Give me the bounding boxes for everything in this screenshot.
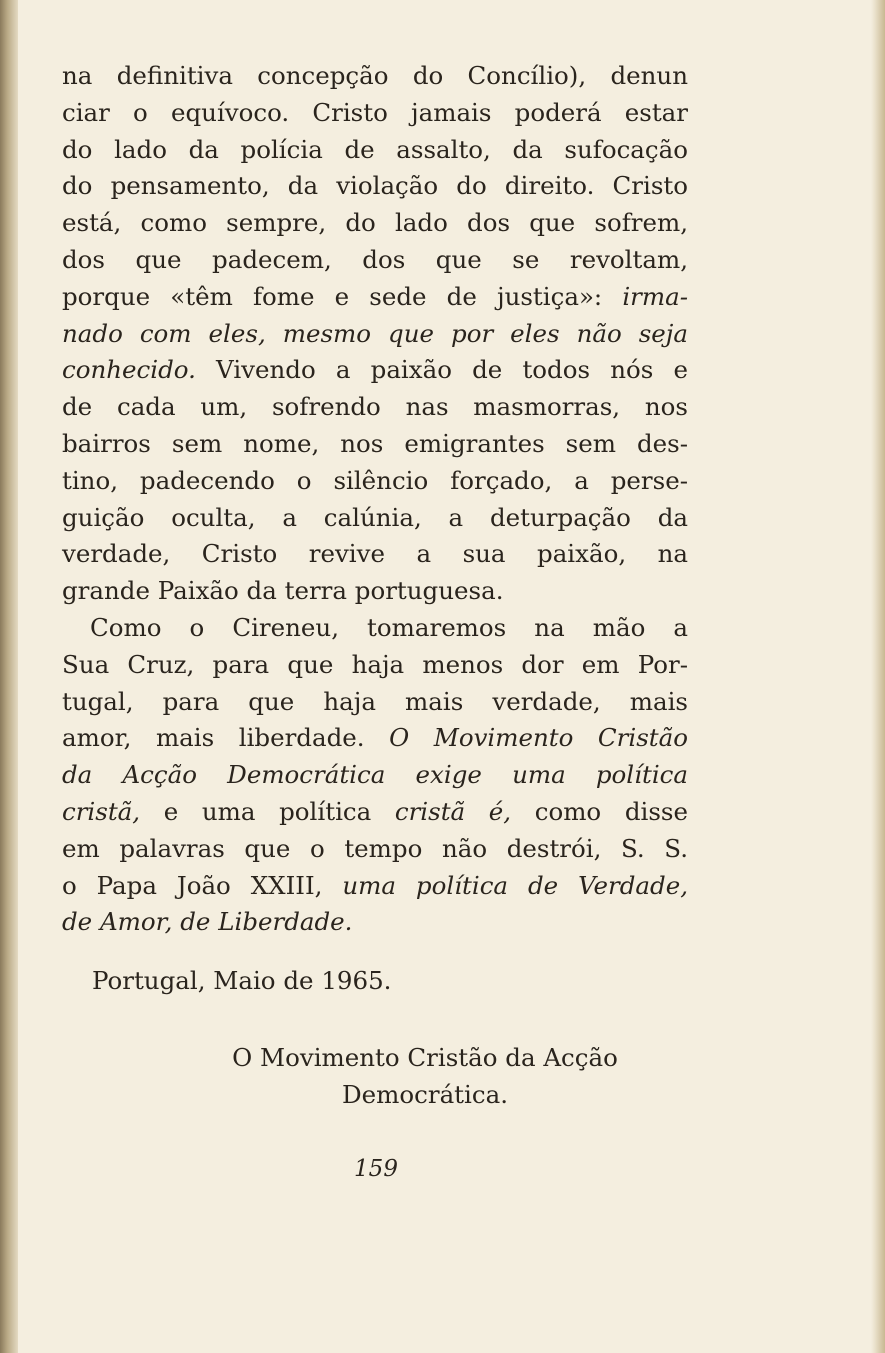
signature [180,1040,670,1113]
text-line: amor, mais liberdade. O Movimento Cristão [62,723,688,753]
text-line: cristã, e uma política cristã é, como disse [62,796,688,826]
text-line: nado com eles, mesmo que por eles não seja [62,318,688,348]
body-text [62,58,688,941]
text-line: porque «têm fome e sede de justiça»: irma- [62,281,688,311]
text-line: conhecido. Vivendo a paixão de todos nós e [62,355,688,385]
text-line: de cada um, sofrendo nas masmorras, nos [62,392,688,422]
text-line: verdade, Cristo revive a sua paixão, na [62,539,688,569]
signature-line: O Movimento Cristão da Acção [232,1043,618,1072]
place-and-date: Portugal, Maio de 1965. [92,966,392,995]
text-line: guição oculta, a calúnia, a deturpação da [62,502,688,532]
text-line: tino, padecendo o silêncio forçado, a perse- [62,465,688,495]
text-line: dos que padecem, dos que se revoltam, [62,244,688,274]
signature-line: Democrática. [342,1079,508,1109]
text-line: está, como sempre, do lado dos que sofrem, [62,208,688,238]
text-line: ciar o equívoco. Cristo jamais poderá estar [62,97,688,127]
text-line: de Amor, de Liberdade. [62,907,353,937]
text-line: na definitiva concepção do Concílio), denun [62,61,688,90]
text-line: Como o Cireneu, tomaremos na mão a [90,612,688,642]
page-binding-shadow [0,0,18,1353]
text-line: do pensamento, da violação do direito. Cristo [62,171,688,201]
text-line: bairros sem nome, nos emigrantes sem des- [62,428,688,458]
page-number: 159 [354,1156,398,1182]
text-line: Sua Cruz, para que haja menos dor em Por- [62,649,688,679]
text-line: grande Paixão da terra portuguesa. [62,576,504,606]
text-line: em palavras que o tempo não destrói, S. S. [62,833,688,863]
text-line: tugal, para que haja mais verdade, mais [62,686,688,716]
page-edge-shadow [871,0,885,1353]
text-line: o Papa João XXIII, uma política de Verdade, [62,870,688,900]
text-line: do lado da polícia de assalto, da sufocação [62,134,688,164]
text-line: da Acção Democrática exige uma política [62,760,688,790]
